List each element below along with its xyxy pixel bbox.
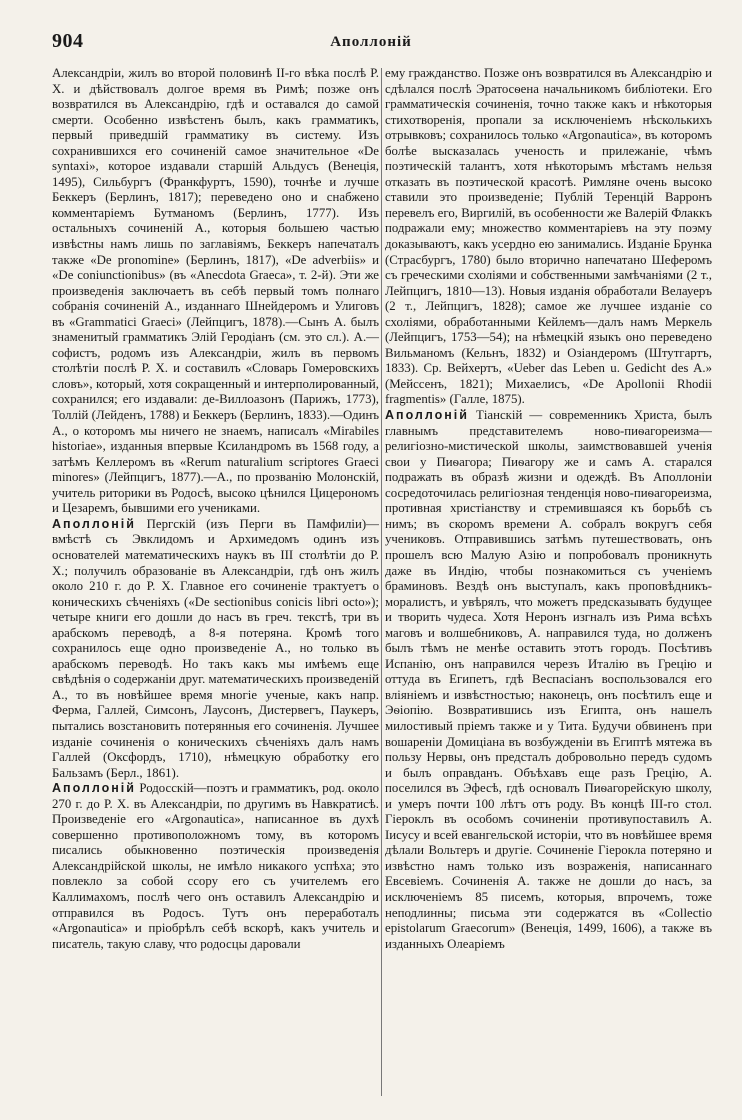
entry-paragraph xyxy=(385,408,712,952)
paragraph-text: Александріи, жилъ во второй половинѣ II-го вѣка послѣ Р. Х. и дѣйствовалъ долгое время въ Римѣ; позже онъ возвратился въ Александрію, гдѣ и оставался до самой смерти. Особенно извѣстенъ былъ, какъ грамматикъ, первый приведшій грамматику въ систему. Изъ сохранившихся его сочиненій самое значительное «De syntaxi», которое издавали старшій Альдусъ (Венеція, 1495), Сильбургъ (Франкфуртъ, 1590), точнѣе и лучше Беккеръ (Берлинъ, 1817); переведено оно и снабжено комментаріемъ Бутманомъ (Берлинъ, 1777). Изъ остальныхъ сочиненій А., которыя большею частью извѣстны намъ лишь по заглавіямъ, Беккеръ напечаталъ также «De pronomine» (Берлинъ, 1817), «De adverbiis» и «De coniunctionibus» (въ «Anecdota Graeca», т. 2-й). Эти же произведенія заключаетъ въ себѣ первый томъ полнаго собранія сочиненій А., изданнаго Шнейдеромъ и Улиговъ въ «Grammatici Graeci» (Лейпцигъ, 1878).—Сынъ А. былъ знаменитый грамматикъ Элій Геродіанъ (см. это сл.). А.—софистъ, родомъ изъ Александріи, жилъ въ первомъ столѣтіи послѣ Р. Х. и составилъ «Словарь Гомеровскихъ словъ», который, хотя сокращенный и интерполированный, сохранился; его издавали: де-Виллоазонъ (Парижъ, 1773), Толлій (Лейденъ, 1788) и Беккеръ (Берлинъ, 1833).—Одинъ А., о которомъ мы ничего не знаемъ, написалъ «Mirabiles historiae», изданныя впервые Ксиландромъ въ 1568 году, а затѣмъ Келлеромъ въ «Rerum naturalium scriptores Graeci minores» (Лейпцигъ, 1877).—А., по прозванію Молонскій, учитель риторики въ Родосѣ, высоко цѣнился Цицерономъ и Цезаремъ, бывшими его учениками. xyxy=(52,66,379,516)
running-title: Аполлоній xyxy=(330,34,412,50)
page-number: 904 xyxy=(52,30,84,52)
entry-headword: Аполлоній xyxy=(52,781,136,796)
entry-headword: Аполлоній xyxy=(52,516,136,531)
paragraph-text: Пергскій (изъ Перги въ Памфиліи)—вмѣстѣ съ Эвклидомъ и Архимедомъ одинъ изъ основателей математическихъ наукъ въ III столѣтіи до Р. Х.; получилъ образованіе въ Александріи, гдѣ онъ жилъ около 210 г. до Р. Х. Главное его сочиненіе трактуетъ о коническихъ сѣченіяхъ («De sectionibus conicis libri octo»); четыре книги его дошли до насъ въ греч. текстѣ, три въ арабскомъ переводѣ, а 8-я потеряна. Кромѣ того сохранилось еще одно произведеніе А., но только въ арабскомъ переводѣ. Но такъ какъ мы имѣемъ еще свѣдѣнія о содержаніи друг. математическихъ произведеній А., то въ новѣйшее время многіе ученые, какъ напр. Ферма, Галлей, Симсонъ, Лаусонъ, Дистервегъ, Паукеръ, пытались возстановить потерянныя его сочиненія. Лучшее изданіе сочиненія о коническихъ сѣченіяхъ далъ намъ Галлей (Оксфордъ, 1710), нѣмецкую обработку его Бальзамъ (Берл., 1861). xyxy=(52,516,379,780)
column-divider xyxy=(381,68,382,1096)
entry-paragraph xyxy=(52,66,379,517)
right-column xyxy=(385,66,712,1102)
entry-paragraph xyxy=(385,66,712,408)
paragraph-text: Родосскій—поэтъ и грамматикъ, род. около 270 г. до Р. Х. въ Александріи, по другимъ въ Навкратисѣ. Произведеніе его «Argonautica», написанное въ духѣ совершенно противоположномъ тому, въ которомъ писались обыкновенно поэтическія произведенія Александрійской школы, не имѣло никакого успѣха; это повлекло за собой ссору его съ учителемъ его Каллимахомъ, послѣ чего онъ оставилъ Александрію и отправился въ Родосъ. Тутъ онъ переработалъ «Argonautica» и пріобрѣлъ себѣ вскорѣ, какъ учитель и писатель, такую славу, что родосцы даровали xyxy=(52,781,379,951)
page-header xyxy=(52,30,690,64)
paragraph-text: Тіанскій — современникъ Христа, былъ главнымъ представителемъ ново-пиѳагореизма—религіозно-мистической школы, заимствовавшей ученія свои у Пиѳагора; Пиѳагору же и самъ А. старался подражать въ образѣ жизни и одеждѣ. Въ Аполлоніи сосредоточилась религіозная тенденція ново-пиѳагореизма, противная христіанству и стремившаяся къ борьбѣ съ нимъ; въ скоромъ времени А. собралъ вокругъ себя учениковъ. Отправившись затѣмъ путешествовать, онъ прошелъ всю Малую Азію и попробовалъ проникнуть даже въ Индію, чтобы познакомиться съ ученіемъ браминовъ. Вездѣ онъ выступалъ, какъ проповѣдникъ-моралистъ, и увѣрялъ, что можетъ предсказывать будущее и творить чудеса. Хотя Неронъ изгналъ изъ Рима всѣхъ маговъ и волшебниковъ, А. направился туда, но долженъ былъ тѣмъ не менѣе оставить этотъ городъ. Посѣтивъ Испанію, онъ направился черезъ Италію въ Грецію и оттуда въ Египетъ, гдѣ Веспасіанъ воспользовался его вліяніемъ и извѣстностью; наконецъ, онъ посѣтилъ еще и Эѳіопію. Возвратившись изъ Египта, онъ нашелъ милостивый пріемъ также и у Тита. Будучи обвиненъ при вошареніи Домиціана въ возбужденіи въ Египтѣ мятежа въ пользу Нервы, онъ предсталъ добровольно передъ судомъ и былъ оправданъ. Объѣхавъ еще разъ Грецію, А. поселился въ Эфесѣ, гдѣ основалъ Пиѳагорейскую школу, и умеръ почти 100 лѣтъ отъ роду. Въ концѣ III-го стол. Гіероклъ въ особомъ сочиненіи противупоставилъ А. Іисусу и всей евангельской исторіи, что въ новѣйшее время дѣлали Вольтеръ и другіе. Сочиненіе Гіерокла потеряно и извѣстно намъ только изъ возраженія, написаннаго Евсевіемъ. Сочиненія А. также не дошли до насъ, за исключеніемъ 85 писемъ, которыя, впрочемъ, тоже неподлинны; письма эти содержатся въ «Collectio epistolarum Graecorum» (Венеція, 1499, 1606), а также въ изданныхъ Олеаріемъ xyxy=(385,408,712,951)
left-column xyxy=(52,66,379,1102)
entry-paragraph xyxy=(52,517,379,781)
paragraph-text: ему гражданство. Позже онъ возвратился въ Александрію и сдѣлался послѣ Эратосѳена начальникомъ библіотеки. Его грамматическія сочиненія, точно также какъ и нѣкоторыя стихотворенія, пропали за исключеніемъ нѣсколькихъ отрывковъ; сохранилось только «Argonautica», въ которомъ болѣе высказалась ученость и прилежаніе, чѣмъ поэтическій талантъ, хотя нѣкоторымъ мѣстамъ нельзя отказать въ поэтической красотѣ. Римляне очень высоко ставили это произведеніе; Публій Теренцій Варронъ перевелъ его, Виргилій, въ особенности же Валерій Флаккъ подражали ему; множество комментаріевъ на эту поэму доказываютъ, какъ усердно ею занимались. Изданіе Брунка (Страсбургъ, 1780) было вторично напечатано Шеферомъ съ греческими схоліями и собственными замѣчаніями (2 т., Лейпцигъ, 1810—13). Новыя изданія обработали Велауеръ (2 т., Лейпцигъ, 1828); самое же лучшее изданіе со схоліями, обработанными Кейлемъ—далъ намъ Меркель (Лейпцигъ, 1753—54); на нѣмецкій языкъ оно переведено Вильманомъ (Кельнъ, 1832) и Озіандеромъ (Штутгартъ, 1833). Ср. Вейхертъ, «Ueber das Leben u. Gedicht des A.» (Мейссенъ, 1821); Михаелисъ, «De Apollonii Rhodii fragmentis» (Галле, 1875). xyxy=(385,66,712,407)
entry-paragraph xyxy=(52,781,379,952)
entry-headword: Аполлоній xyxy=(385,408,469,423)
